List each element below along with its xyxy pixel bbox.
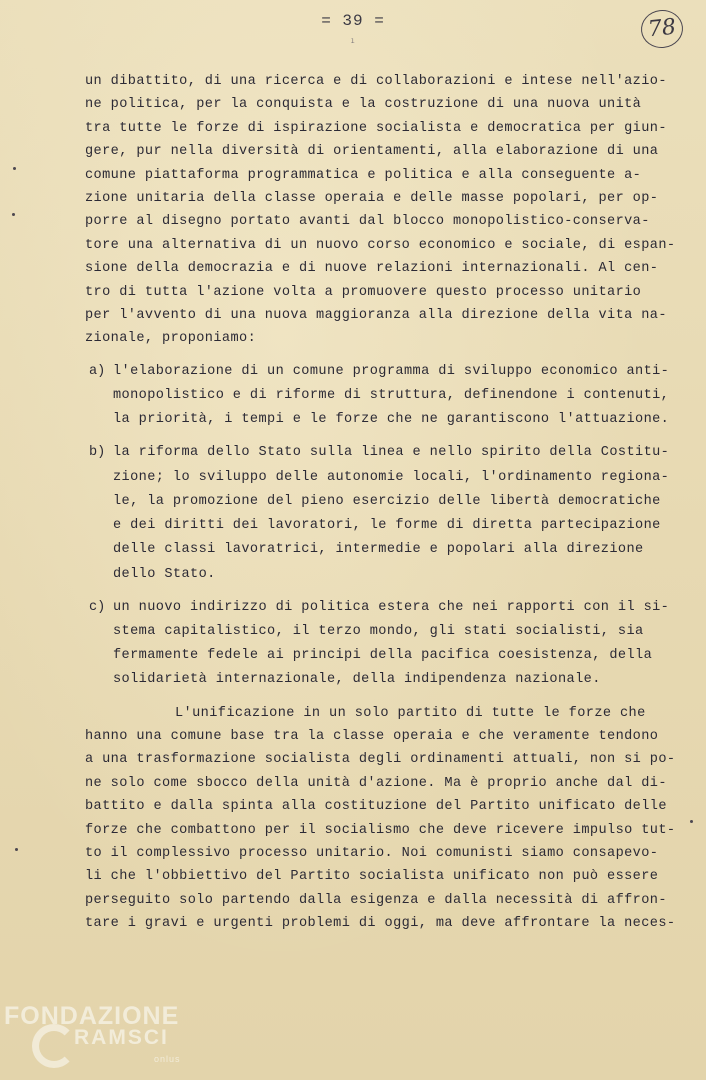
text-line: ne solo come sbocco della unità d'azione. Ma è proprio anche dal di- <box>85 775 667 791</box>
text-line: dello Stato. <box>113 566 216 582</box>
text-line: zione; lo sviluppo delle autonomie locali, l'ordinamento regiona- <box>113 469 670 485</box>
body-text <box>85 70 676 936</box>
text-line: to il complessivo processo unitario. Noi comunisti siamo consapevo- <box>85 845 659 861</box>
text-line: a una trasformazione socialista degli ordinamenti attuali, non si po- <box>85 752 676 768</box>
text-line: li che l'obbiettivo del Partito socialista unificato non può essere <box>85 869 659 885</box>
text-line: comune piattaforma programmatica e politica e alla conseguente a- <box>85 167 642 183</box>
text-line: monopolistico e di riforme di struttura, definendone i contenuti, <box>113 388 670 404</box>
text-line: fermamente fedele ai principi della pacifica coesistenza, della <box>113 648 653 664</box>
tick-mark: ˡ <box>350 38 356 48</box>
item-marker: c) <box>89 599 106 615</box>
text-line: stema capitalistico, il terzo mondo, gli stati socialisti, sia <box>113 623 644 639</box>
text-line: perseguito solo partendo dalla esigenza e dalla necessità di affron- <box>85 892 667 908</box>
watermark-line3: onlus <box>154 1054 181 1064</box>
list-item-b <box>85 441 670 586</box>
text-line: zione unitaria della classe operaia e delle masse popolari, per op- <box>85 191 659 207</box>
text-line: L'unificazione in un solo partito di tutte le forze che <box>175 705 646 721</box>
watermark-g-logo-icon <box>32 1024 76 1068</box>
text-line: la priorità, i tempi e le forze che ne garantiscono l'attuazione. <box>113 412 670 428</box>
text-line: ne politica, per la conquista e la costruzione di una nuova unità <box>85 97 642 113</box>
text-line: forze che combattono per il socialismo che deve ricevere impulso tut- <box>85 822 676 838</box>
text-line: tra tutte le forze di ispirazione socialista e democratica per giun- <box>85 120 667 136</box>
text-line: hanno una comune base tra la classe operaia e che veramente tendono <box>85 728 659 744</box>
text-line: zionale, proponiamo: <box>85 331 257 347</box>
text-line: la riforma dello Stato sulla linea e nello spirito della Costitu- <box>113 445 670 461</box>
page-number: = 39 = <box>321 12 385 30</box>
item-marker: b) <box>89 445 106 461</box>
archive-number-stamp: 78 <box>639 8 685 50</box>
watermark-line2: RAMSCI <box>74 1026 169 1049</box>
text-line: tro di tutta l'azione volta a promuovere questo processo unitario <box>85 284 642 300</box>
margin-dot <box>12 213 15 216</box>
text-line: sione della democrazia e di nuove relazioni internazionali. Al cen- <box>85 261 659 277</box>
margin-dot <box>15 848 18 851</box>
watermark-line1: FONDAZIONE <box>4 1002 180 1030</box>
text-line: un dibattito, di una ricerca e di collaborazioni e intese nell'azio- <box>85 74 667 89</box>
conclusion-paragraph <box>85 702 676 936</box>
intro-paragraph <box>85 70 676 351</box>
text-line: un nuovo indirizzo di politica estera che nei rapporti con il si- <box>113 599 670 615</box>
margin-dot <box>13 167 16 170</box>
margin-dot <box>690 820 693 823</box>
text-line: le, la promozione del pieno esercizio delle libertà democratiche <box>113 493 661 509</box>
text-line: battito e dalla spinta alla costituzione del Partito unificato delle <box>85 799 667 815</box>
item-marker: a) <box>89 363 106 379</box>
text-line: e dei diritti dei lavoratori, le forme di diretta partecipazione <box>113 518 661 534</box>
text-line: delle classi lavoratrici, intermedie e popolari alla direzione <box>113 542 644 558</box>
text-line: porre al disegno portato avanti dal blocco monopolistico-conserva- <box>85 214 650 230</box>
text-line: l'elaborazione di un comune programma di sviluppo economico anti- <box>113 363 670 379</box>
list-item-a <box>85 360 670 433</box>
text-line: tore una alternativa di un nuovo corso economico e sociale, di espan- <box>85 237 676 253</box>
text-line: per l'avvento di una nuova maggioranza alla direzione della vita na- <box>85 308 667 324</box>
fondazione-gramsci-watermark <box>4 1002 194 1078</box>
text-line: tare i gravi e urgenti problemi di oggi, ma deve affrontare la neces- <box>85 916 676 932</box>
text-line: solidarietà internazionale, della indipendenza nazionale. <box>113 672 601 688</box>
list-item-c <box>85 596 670 693</box>
text-line: gere, pur nella diversità di orientamenti, alla elaborazione di una <box>85 144 659 160</box>
